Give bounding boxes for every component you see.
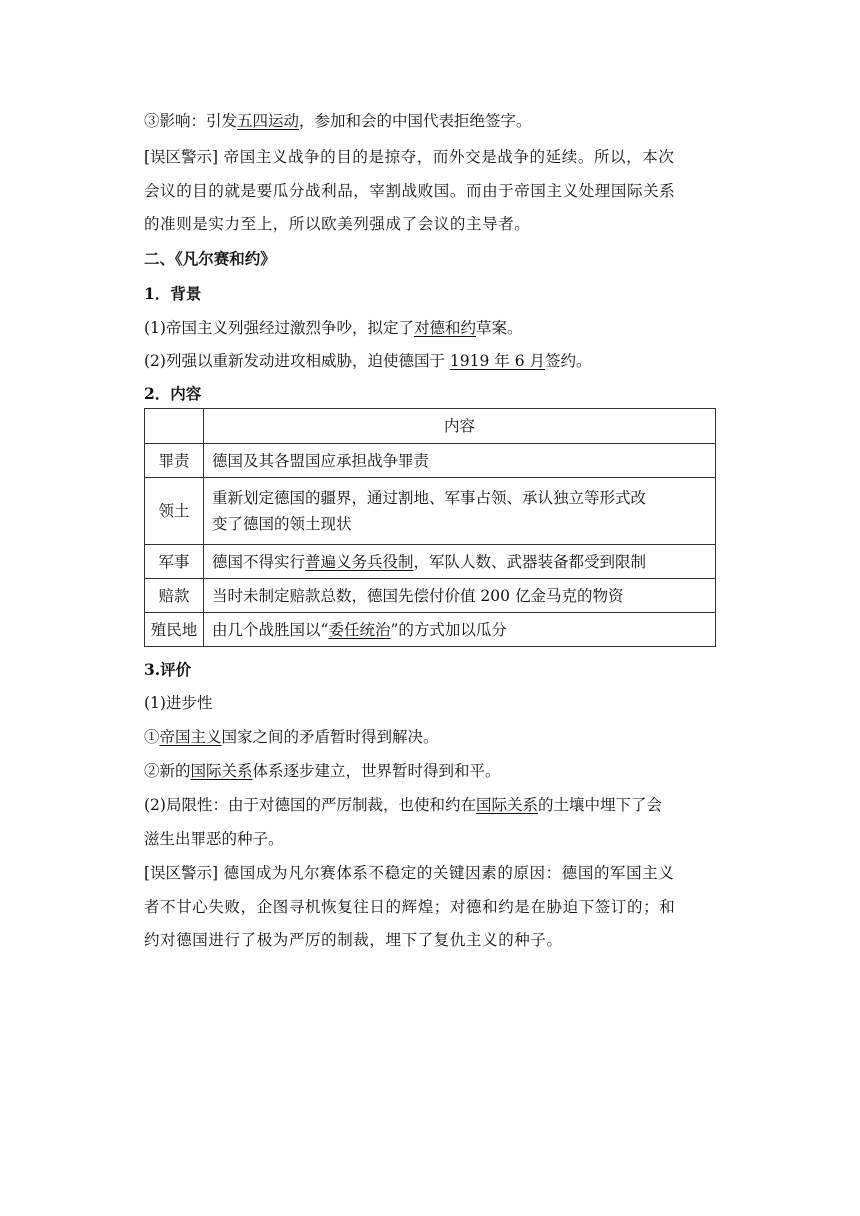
table-corner-cell bbox=[145, 409, 204, 444]
warning-tag: [误区警示] bbox=[144, 148, 219, 166]
text: (1)帝国主义列强经过激烈争吵，拟定了 bbox=[144, 319, 414, 337]
text: (2)局限性：由于对德国的严厉制裁，也使和约在 bbox=[144, 796, 476, 814]
underlined-answer: 帝国主义 bbox=[159, 728, 222, 746]
text: ，参加和会的中国代表拒绝签字。 bbox=[299, 112, 532, 130]
text: ②新的 bbox=[144, 762, 191, 780]
progress-item-2 bbox=[144, 761, 501, 781]
text: (2)列强以重新发动进攻相威胁，迫使德国于 bbox=[144, 352, 450, 370]
treaty-content-table bbox=[144, 408, 716, 647]
background-item-2 bbox=[144, 351, 592, 371]
table-row bbox=[145, 545, 716, 579]
section-title: 二、《凡尔赛和约》 bbox=[144, 249, 276, 268]
row-key: 殖民地 bbox=[145, 613, 204, 647]
text: 变了德国的领土现状 bbox=[212, 515, 352, 533]
warning-line-2: 会议的目的就是要瓜分战利品，宰割战败国。而由于帝国主义处理国际关系 bbox=[144, 182, 676, 200]
text: 帝国主义战争的目的是掠夺，而外交是战争的延续。所以，本次 bbox=[218, 148, 675, 166]
text: 由几个战胜国以“ bbox=[212, 620, 329, 639]
limitation-line-1 bbox=[144, 795, 662, 815]
text: 的土壤中埋下了会 bbox=[537, 796, 662, 814]
warning-line-3: 约对德国进行了极为严厉的制裁，埋下了复仇主义的种子。 bbox=[144, 931, 563, 949]
warning-line-2: 者不甘心失败，企图寻机恢复往日的辉煌；对德和约是在胁迫下签订的；和 bbox=[144, 898, 676, 916]
row-key: 军事 bbox=[145, 545, 204, 579]
table-row bbox=[145, 613, 716, 647]
underlined-answer: 五四运动 bbox=[237, 112, 300, 130]
underlined-answer: 1919 年 6 月 bbox=[449, 352, 545, 370]
warning-line-1 bbox=[144, 863, 674, 883]
text: ③影响：引发 bbox=[144, 112, 238, 130]
text: 国家之间的矛盾暂时得到解决。 bbox=[221, 728, 439, 746]
row-value bbox=[204, 613, 716, 647]
underlined-answer: 国际关系 bbox=[475, 796, 538, 814]
limitation-line-2: 滋生出罪恶的种子。 bbox=[144, 830, 284, 848]
background-item-1 bbox=[144, 318, 523, 338]
subsection-title-background: 1．背景 bbox=[144, 284, 202, 303]
impact-line bbox=[144, 111, 532, 131]
text: 签约。 bbox=[544, 352, 592, 370]
text: 德国成为凡尔赛体系不稳定的关键因素的原因：德国的军国主义 bbox=[218, 864, 675, 882]
text: ① bbox=[144, 728, 160, 746]
text: ”的方式加以瓜分 bbox=[390, 620, 507, 639]
text: ，军队人数、武器装备都受到限制 bbox=[413, 552, 647, 571]
table-row bbox=[145, 478, 716, 545]
text: 体系逐步建立，世界暂时得到和平。 bbox=[252, 762, 501, 780]
row-key: 罪责 bbox=[145, 444, 204, 478]
underlined-answer: 委任统治 bbox=[328, 620, 391, 639]
subsection-title-evaluation: 3.评价 bbox=[144, 660, 192, 679]
table-row bbox=[145, 579, 716, 613]
warning-line-3: 的准则是实力至上，所以欧美列强成了会议的主导者。 bbox=[144, 215, 531, 233]
table-header-cell: 内容 bbox=[204, 409, 716, 444]
underlined-answer: 对德和约 bbox=[413, 319, 476, 337]
row-value bbox=[204, 478, 716, 545]
row-value bbox=[204, 545, 716, 579]
table-row bbox=[145, 444, 716, 478]
text: 重新划定德国的疆界，通过割地、军事占领、承认独立等形式改 bbox=[212, 489, 647, 507]
row-key: 赔款 bbox=[145, 579, 204, 613]
subsection-title-content: 2．内容 bbox=[144, 384, 202, 403]
row-value: 当时未制定赔款总数，德国先偿付价值 200 亿金马克的物资 bbox=[204, 579, 716, 613]
row-key: 领土 bbox=[145, 478, 204, 545]
warning-tag: [误区警示] bbox=[144, 864, 219, 882]
underlined-answer: 国际关系 bbox=[190, 762, 253, 780]
table-header-row bbox=[145, 409, 716, 444]
row-value: 德国及其各盟国应承担战争罪责 bbox=[204, 444, 716, 478]
underlined-answer: 普遍义务兵役制 bbox=[305, 552, 414, 571]
text: 德国不得实行 bbox=[212, 552, 306, 571]
text: 草案。 bbox=[475, 319, 523, 337]
progress-title: (1)进步性 bbox=[144, 694, 213, 712]
progress-item-1 bbox=[144, 727, 439, 747]
warning-line-1 bbox=[144, 147, 674, 167]
